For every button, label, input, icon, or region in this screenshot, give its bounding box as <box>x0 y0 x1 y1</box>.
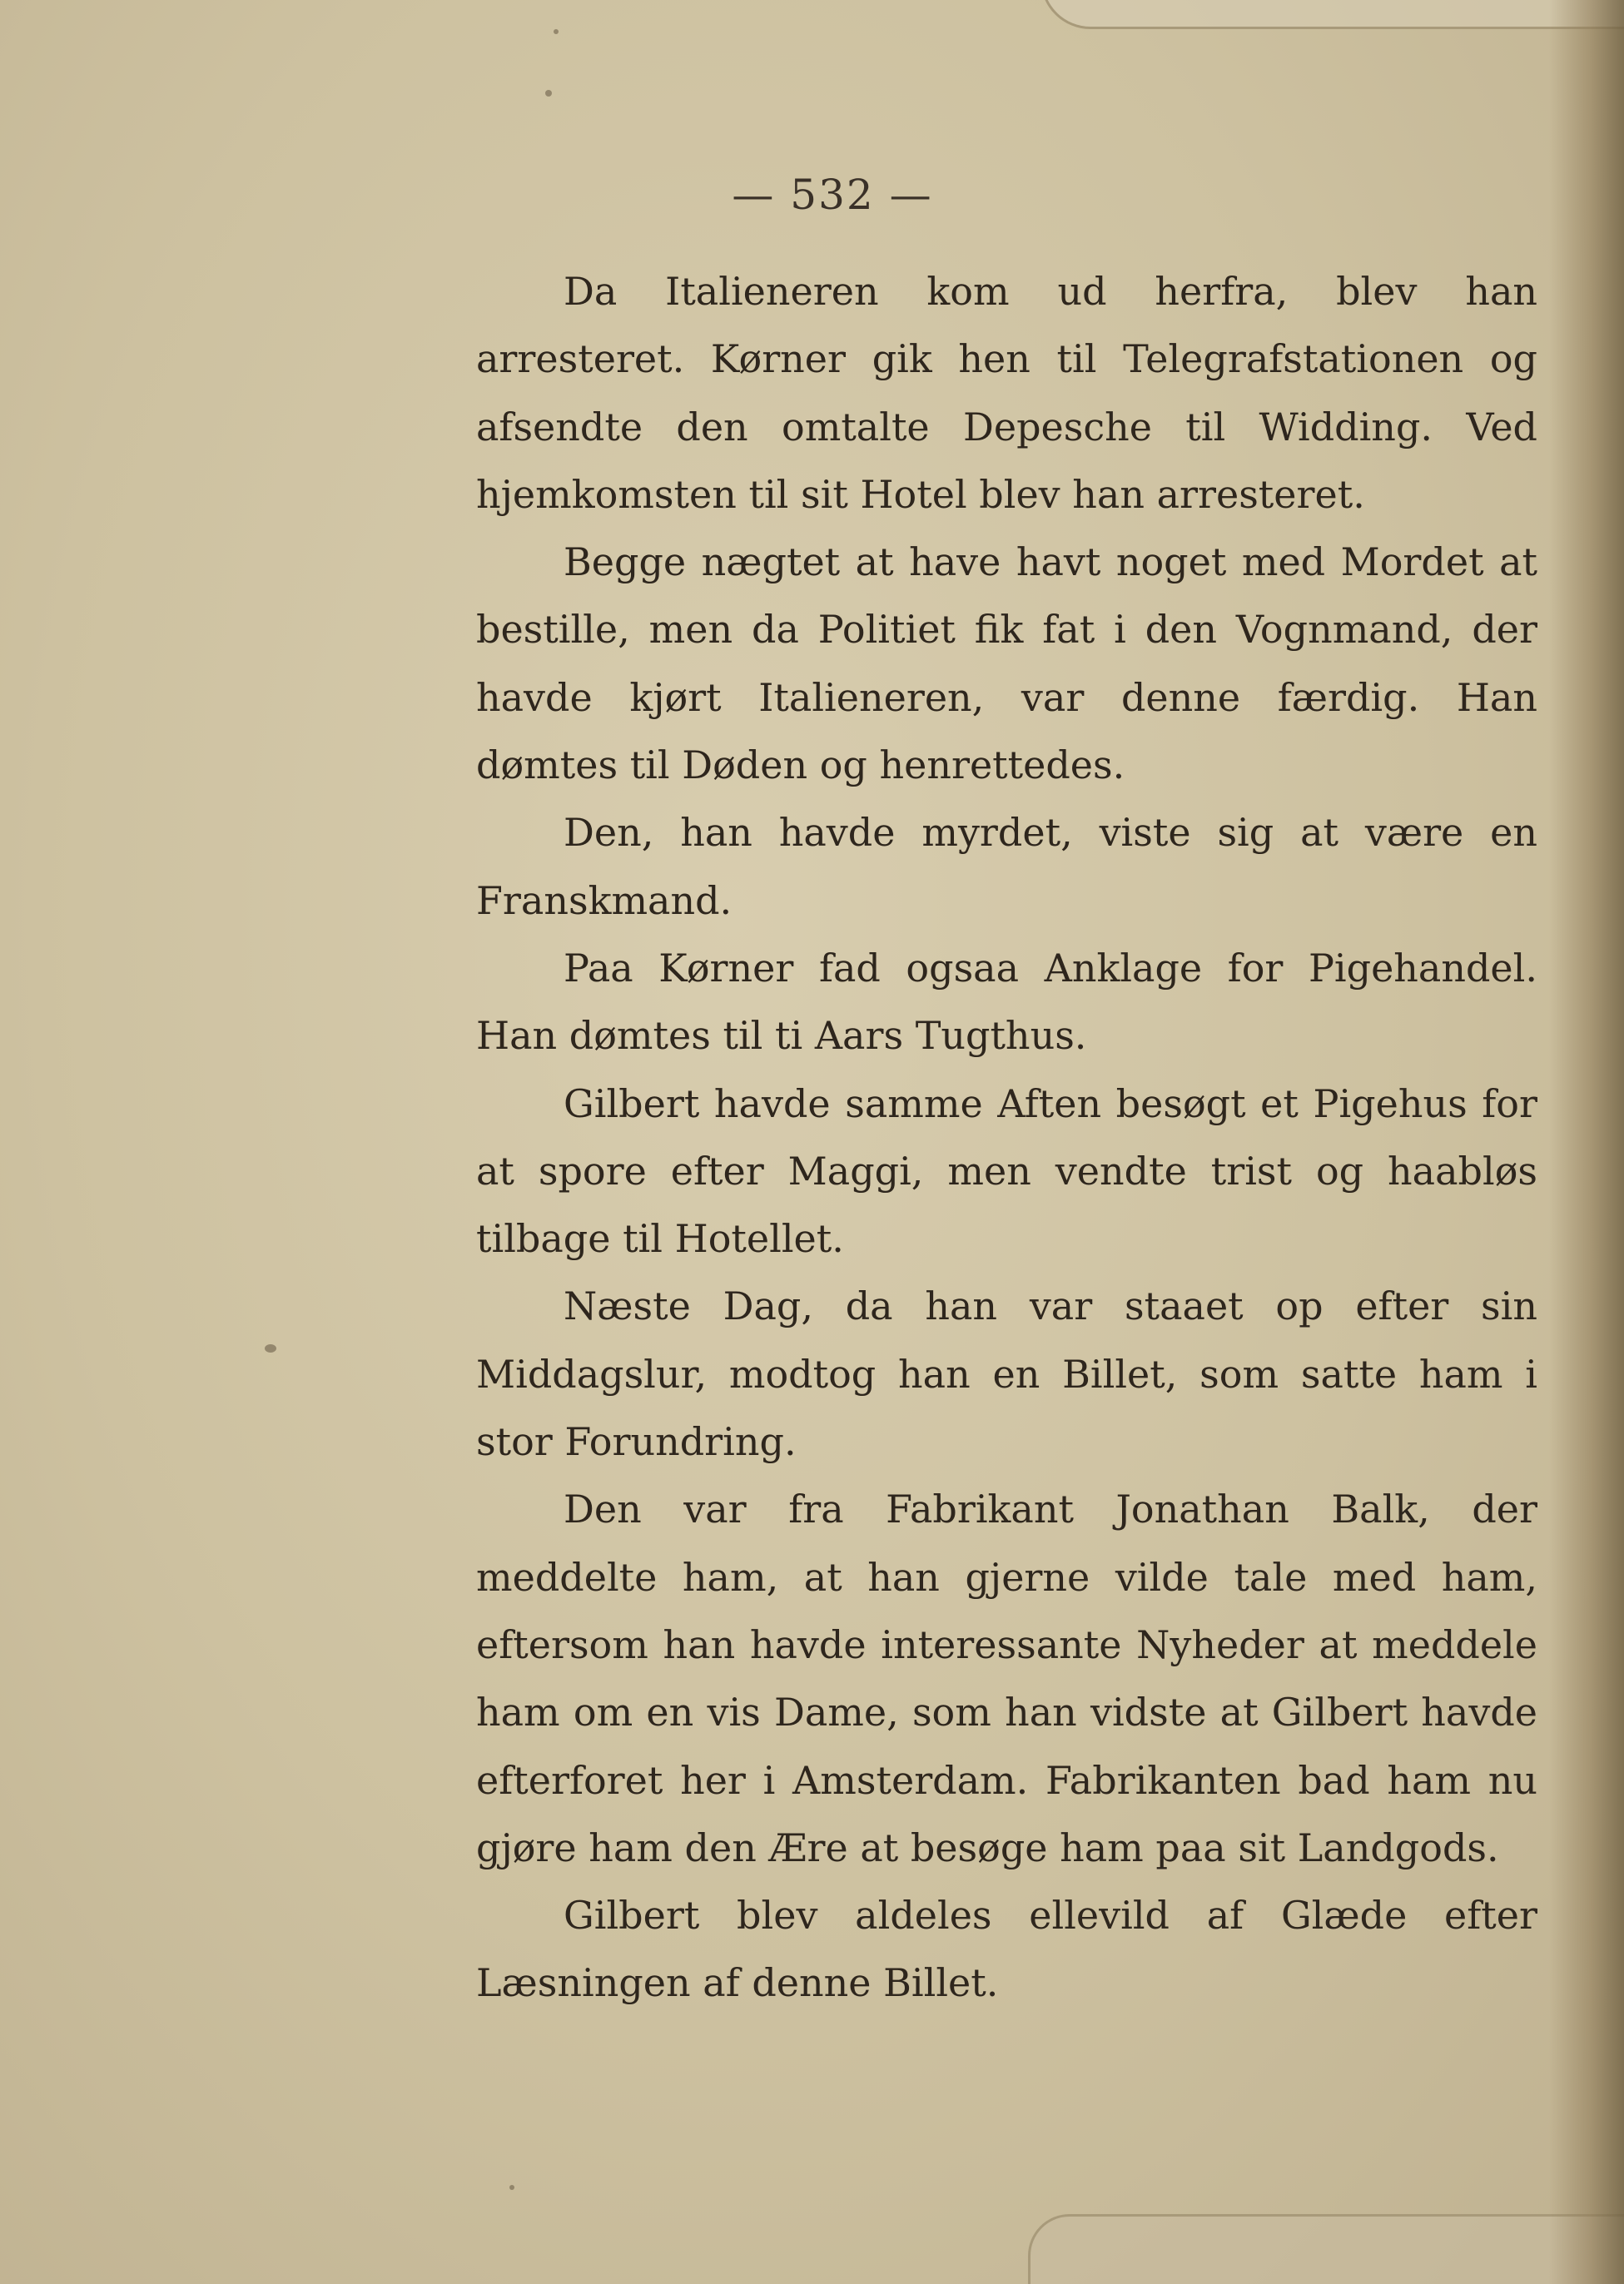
paragraph: Gilbert blev aldeles ellevild af Glæde efter Læsningen af denne Billet. <box>476 1893 1537 2006</box>
page-curl-bottom <box>1028 2214 1624 2284</box>
paragraph: Da Italieneren kom ud herfra, blev han arresteret. Kørner gik hen til Telegrafstationen og afsendte den omtalte Depesche til Widding. Ved hjemkomsten til sit Hotel blev han arresteret. <box>476 269 1537 517</box>
paragraph: Den var fra Fabrikant Jonathan Balk, der meddelte ham, at han gjerne vilde tale med ham, eftersom han havde interessante Nyheder at meddele ham om en vis Dame, som han vidste at Gilbert havde efterforet her i Amsterdam. Fabrikanten bad ham nu gjøre ham den Ære at besøge ham paa sit Landgods. <box>476 1487 1537 1870</box>
paper-speck <box>545 90 552 97</box>
paragraph: Begge nægtet at have havt noget med Mordet at bestille, men da Politiet fik fat i den Vognmand, der havde kjørt Italieneren, var denne færdig. Han dømtes til Døden og henrettedes. <box>476 539 1537 788</box>
text-body <box>476 258 1537 2018</box>
paragraph: Den, han havde myrdet, viste sig at være en Franskmand. <box>476 810 1537 923</box>
page-number: — 532 — <box>732 171 933 219</box>
paper-speck <box>554 29 559 34</box>
paragraph: Næste Dag, da han var staaet op efter sin Middagslur, modtog han en Billet, som satte ham i stor Forundring. <box>476 1284 1537 1465</box>
page-curl-top <box>1040 0 1624 29</box>
paragraph: Gilbert havde samme Aften besøgt et Pigehus for at spore efter Maggi, men vendte trist og haabløs tilbage til Hotellet. <box>476 1080 1537 1262</box>
paper-speck <box>509 2185 514 2190</box>
paper-speck <box>265 1344 276 1353</box>
paragraph: Paa Kørner fad ogsaa Anklage for Pigehandel. Han dømtes til ti Aars Tugthus. <box>476 945 1537 1059</box>
page-edge-shadow <box>1549 0 1624 2284</box>
